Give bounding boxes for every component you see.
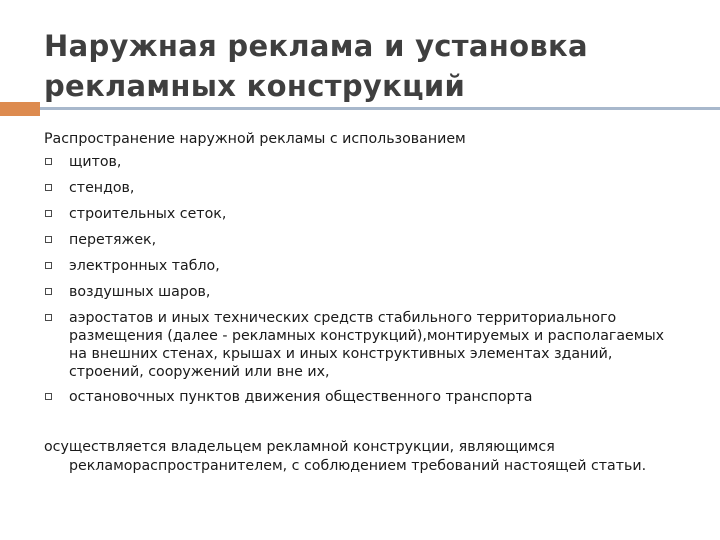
bullet-list [44, 153, 684, 407]
outro-line-1: осуществляется владельцем рекламной конструкции, являющимся [44, 439, 555, 455]
list-item-text: аэростатов и иных технических средств стабильного территориального размещения (далее - рекламных конструкций),монтируемых и располагаемых на внешних стенах, крышах и иных конструктивных элементах зданий, строений, сооружений или вне их, [69, 310, 665, 380]
list-item [44, 231, 684, 250]
square-bullet-icon [45, 184, 52, 191]
list-item-text: воздушных шаров, [69, 284, 211, 300]
square-bullet-icon [45, 393, 52, 400]
outro-text [44, 438, 674, 476]
title-accent-bar [0, 102, 40, 116]
list-item [44, 309, 684, 381]
slide-body [44, 130, 684, 476]
list-item [44, 257, 684, 276]
list-item [44, 179, 684, 198]
list-item [44, 153, 684, 172]
square-bullet-icon [45, 262, 52, 269]
list-item-text: перетяжек, [69, 232, 157, 248]
slide-title-line-1: Наружная реклама и установка [44, 29, 588, 63]
slide-title-line-2: рекламных конструкций [44, 69, 466, 103]
square-bullet-icon [45, 158, 52, 165]
outro-continuation: рекламораспространителем, с соблюдением требований настоящей статьи. [69, 458, 647, 474]
list-item-text: стендов, [69, 180, 135, 196]
list-item [44, 388, 684, 407]
list-item [44, 205, 684, 224]
list-item-text: электронных табло, [69, 258, 220, 274]
square-bullet-icon [45, 236, 52, 243]
slide-title [44, 26, 714, 106]
list-item-text: строительных сеток, [69, 206, 227, 222]
list-item-text: остановочных пунктов движения общественного транспорта [69, 389, 533, 405]
square-bullet-icon [45, 288, 52, 295]
intro-text: Распространение наружной рекламы с использованием [44, 131, 466, 147]
list-item-text: щитов, [69, 154, 122, 170]
list-item [44, 283, 684, 302]
title-divider-line [40, 107, 720, 110]
square-bullet-icon [45, 210, 52, 217]
square-bullet-icon [45, 314, 52, 321]
